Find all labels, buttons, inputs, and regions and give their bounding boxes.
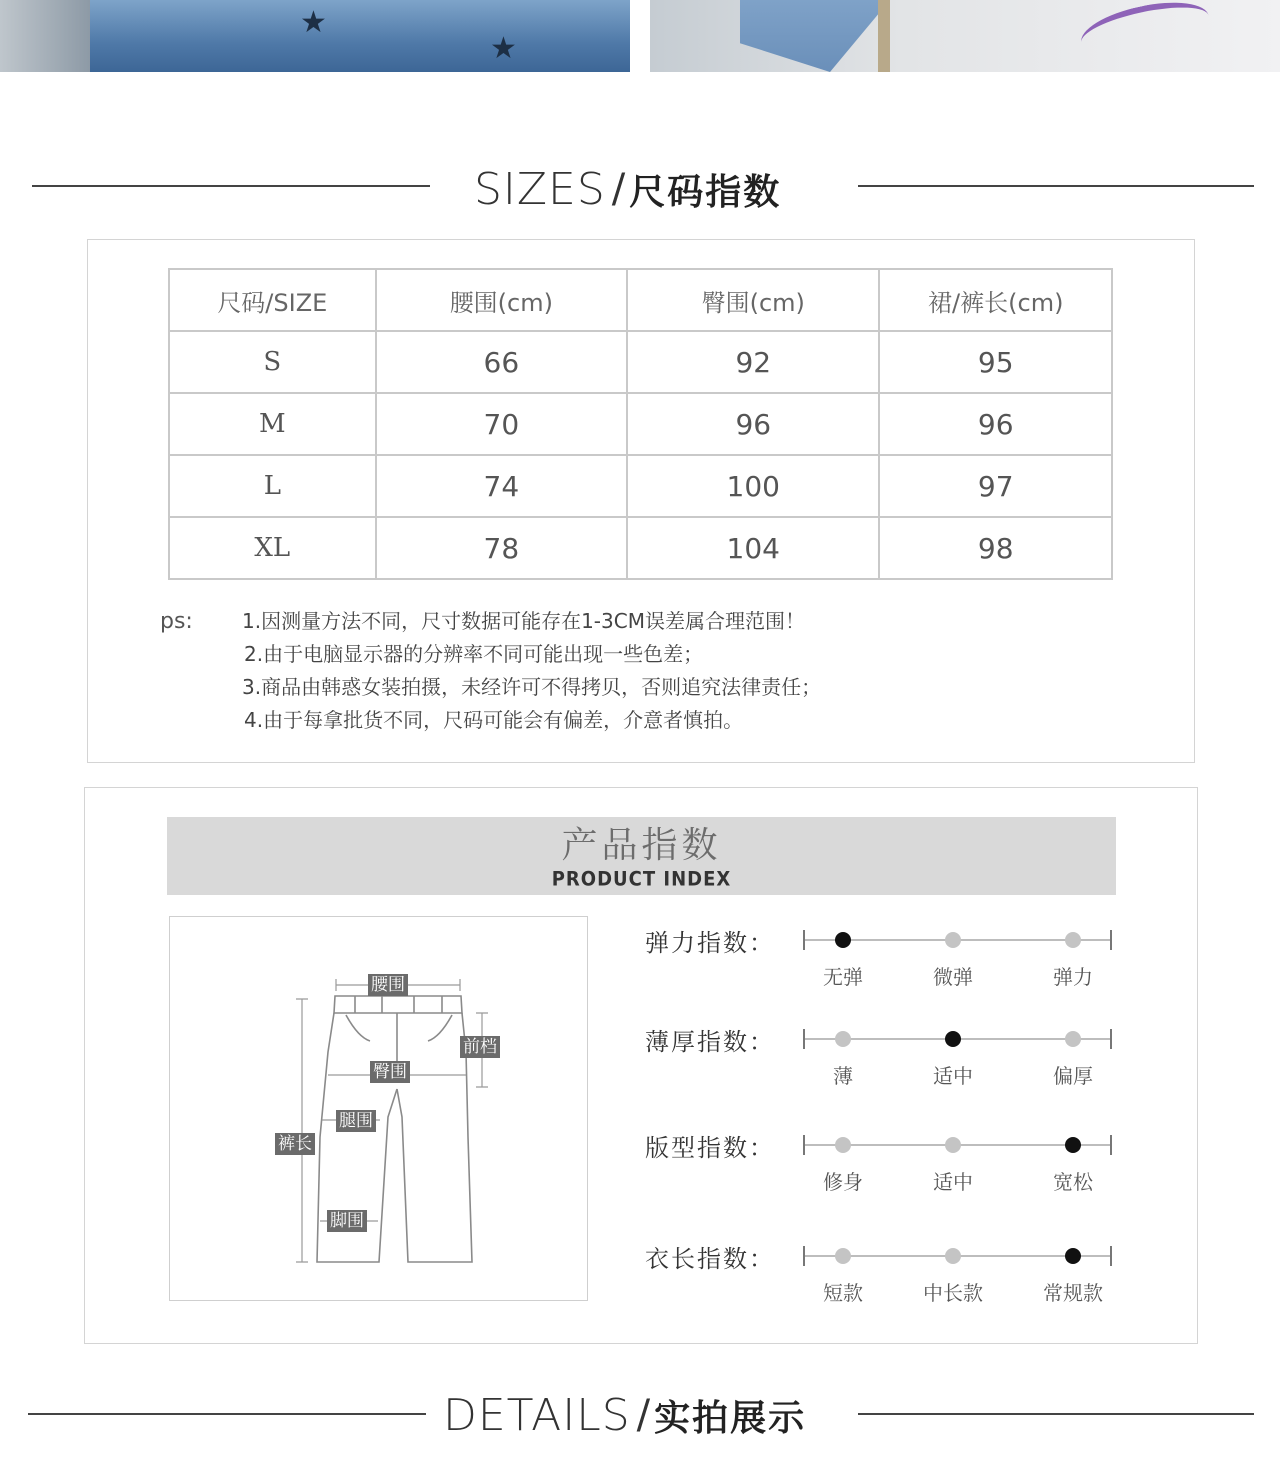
size-table-header-row — [169, 269, 1112, 331]
photo-fold — [0, 0, 90, 72]
index-track-cap — [803, 1029, 805, 1049]
index-row-elasticity — [645, 923, 1125, 993]
index-track-cap — [803, 930, 805, 950]
index-dot — [1065, 1137, 1081, 1153]
size-cell: M — [169, 393, 376, 455]
photo-ribbon — [1077, 0, 1214, 65]
table-row — [169, 393, 1112, 455]
photo-denim — [740, 0, 890, 72]
index-option: 微弹 — [933, 965, 973, 989]
index-title: 衣长指数： — [645, 1245, 775, 1273]
index-dot — [835, 1137, 851, 1153]
size-table-header: 腰围(cm) — [376, 269, 627, 331]
index-option: 偏厚 — [1053, 1064, 1093, 1088]
details-rule-right — [858, 1413, 1254, 1415]
index-option: 薄 — [833, 1064, 853, 1088]
index-dot — [945, 1248, 961, 1264]
details-title-en: DETAILS — [443, 1389, 631, 1441]
note-item: 1.因测量方法不同，尺寸数据可能存在1-3CM误差属合理范围！ — [242, 609, 805, 633]
product-photo-left — [0, 0, 630, 72]
index-title: 薄厚指数： — [645, 1028, 775, 1056]
length-cell: 98 — [879, 517, 1112, 579]
thigh-label: 腿围 — [336, 1110, 376, 1132]
waist-cell: 70 — [376, 393, 627, 455]
length-cell: 96 — [879, 393, 1112, 455]
index-option: 弹力 — [1053, 965, 1093, 989]
index-dot — [835, 1031, 851, 1047]
waist-cell: 66 — [376, 331, 627, 393]
index-option: 中长款 — [923, 1281, 983, 1305]
size-cell: S — [169, 331, 376, 393]
product-index-title-cn: 产品指数 — [561, 825, 722, 866]
size-table-header: 臀围(cm) — [627, 269, 879, 331]
note-item: 3.商品由韩惑女装拍摄，未经许可不得拷贝，否则追究法律责任； — [242, 675, 822, 699]
index-dot — [945, 1137, 961, 1153]
index-track-cap — [803, 1246, 805, 1266]
sizes-title-cn: 尺码指数 — [629, 171, 782, 213]
details-rule-left — [28, 1413, 426, 1415]
index-option: 无弹 — [823, 965, 863, 989]
index-option: 短款 — [823, 1281, 863, 1305]
star-print-icon: ★ — [300, 5, 327, 40]
details-section-title — [443, 1388, 806, 1442]
product-index-title-en: PRODUCT INDEX — [551, 867, 732, 892]
waist-label: 腰围 — [368, 974, 408, 996]
front-rise-label: 前档 — [460, 1036, 500, 1058]
sizes-title-slash: / — [611, 166, 626, 212]
index-title: 弹力指数： — [645, 929, 775, 957]
index-row-fit — [645, 1128, 1125, 1198]
index-option: 修身 — [823, 1170, 863, 1194]
index-dot — [1065, 932, 1081, 948]
index-track-cap — [1110, 1029, 1112, 1049]
table-row — [169, 455, 1112, 517]
index-title: 版型指数： — [645, 1134, 775, 1162]
pants-diagram — [169, 916, 588, 1301]
sizes-rule-right — [858, 185, 1254, 187]
notes-ps-label: ps: — [160, 609, 193, 634]
length-label: 裤长 — [275, 1133, 315, 1155]
index-dot — [945, 1031, 961, 1047]
photo-post — [878, 0, 890, 72]
index-track-cap — [1110, 930, 1112, 950]
size-cell: XL — [169, 517, 376, 579]
index-track-cap — [1110, 1135, 1112, 1155]
note-item: 4.由于每拿批货不同，尺码可能会有偏差，介意者慎拍。 — [244, 708, 744, 732]
waist-cell: 74 — [376, 455, 627, 517]
index-row-thickness — [645, 1022, 1125, 1092]
index-dot — [1065, 1031, 1081, 1047]
sizes-section-title — [474, 162, 781, 216]
size-table-header: 尺码/SIZE — [169, 269, 376, 331]
hip-cell: 96 — [627, 393, 879, 455]
length-cell: 95 — [879, 331, 1112, 393]
hip-label: 臀围 — [370, 1061, 410, 1083]
index-option: 适中 — [933, 1064, 973, 1088]
hip-cell: 100 — [627, 455, 879, 517]
hip-cell: 104 — [627, 517, 879, 579]
details-title-cn: 实拍展示 — [654, 1397, 807, 1439]
hem-label: 脚围 — [327, 1210, 367, 1232]
index-row-length — [645, 1239, 1125, 1309]
sizes-title-en: SIZES — [474, 163, 606, 215]
waist-cell: 78 — [376, 517, 627, 579]
size-table — [168, 268, 1113, 580]
index-option: 适中 — [933, 1170, 973, 1194]
hip-cell: 92 — [627, 331, 879, 393]
size-table-header: 裙/裤长(cm) — [879, 269, 1112, 331]
index-dot — [835, 1248, 851, 1264]
sizes-rule-left — [32, 185, 430, 187]
index-option: 常规款 — [1043, 1281, 1103, 1305]
size-cell: L — [169, 455, 376, 517]
index-option: 宽松 — [1053, 1170, 1093, 1194]
note-item: 2.由于电脑显示器的分辨率不同可能出现一些色差； — [244, 642, 704, 666]
length-cell: 97 — [879, 455, 1112, 517]
index-dot — [1065, 1248, 1081, 1264]
table-row — [169, 517, 1112, 579]
details-title-slash: / — [636, 1392, 651, 1438]
product-index-banner — [167, 817, 1116, 895]
product-photo-right — [650, 0, 1280, 72]
index-dot — [945, 932, 961, 948]
table-row — [169, 331, 1112, 393]
star-print-icon: ★ — [490, 31, 517, 66]
index-track-cap — [1110, 1246, 1112, 1266]
size-notes — [160, 605, 1140, 745]
index-dot — [835, 932, 851, 948]
index-track-cap — [803, 1135, 805, 1155]
